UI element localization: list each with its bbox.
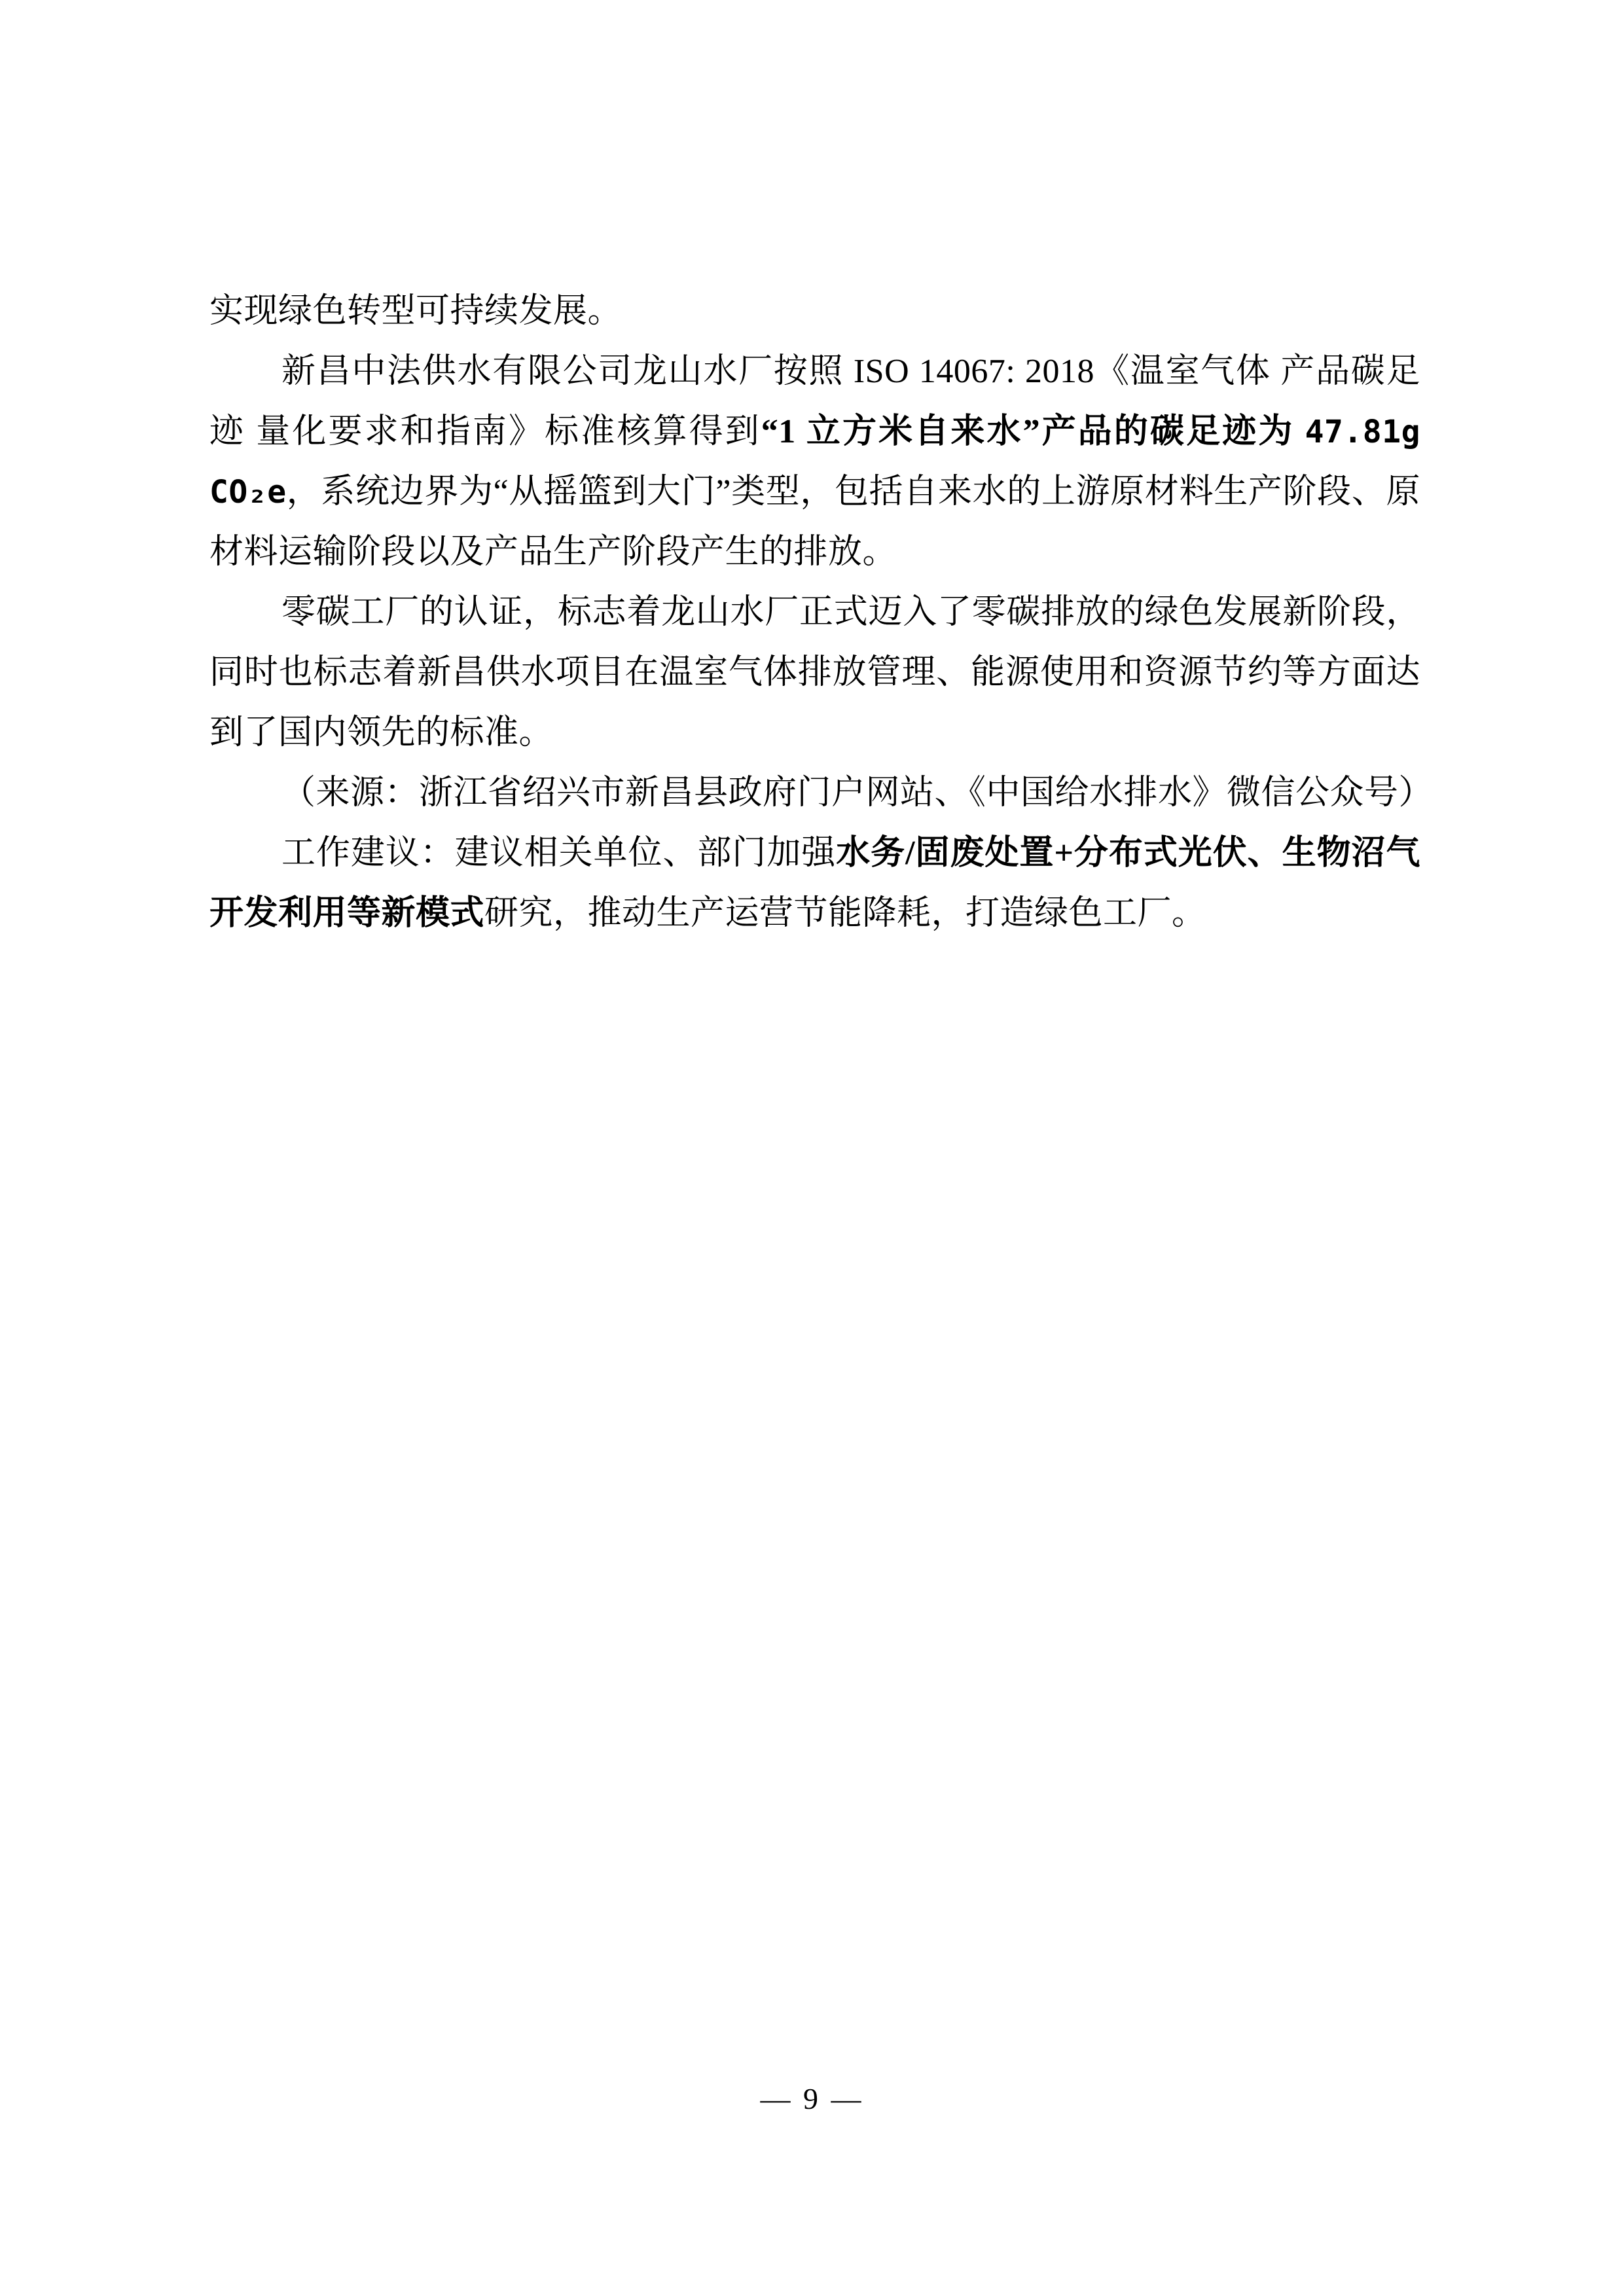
- paragraph-2-segment-3: 《温室气体 产品碳足迹 量化要求和指南》标准核算得到: [209, 353, 1420, 450]
- paragraph-5-segment-1: 工作建议：建议相关单位、部门加强: [281, 834, 837, 872]
- paragraph-2-carbon-value: 47.81g CO₂e: [209, 414, 1420, 511]
- paragraph-5-recommendation: [209, 823, 1420, 944]
- paragraph-5-emphasis: 水务/固废处置+分布式光伏、生物沼气开发利用等新模式: [209, 834, 1420, 932]
- paragraph-2-segment-1: 新昌中法供水有限公司龙山水厂按照: [281, 353, 854, 390]
- paragraph-1: 实现绿色转型可持续发展。: [209, 293, 623, 330]
- paragraph-3: 零碳工厂的认证，标志着龙山水厂正式迈入了零碳排放的绿色发展新阶段，同时也标志着新昌供水项目在温室气体排放管理、能源使用和资源节约等方面达到了国内领先的标准。: [209, 594, 1420, 751]
- paragraph-5-segment-3: 研究，推动生产运营节能降耗，打造绿色工厂。: [484, 895, 1206, 932]
- paragraph-2-product-emphasis: “1 立方米自来水”产品的碳足迹为: [761, 413, 1305, 450]
- paragraph-2-standard-code: ISO 14067: 2018: [853, 353, 1094, 390]
- page-number-footer: — 9 —: [760, 2082, 864, 2115]
- paragraph-2: [209, 342, 1420, 583]
- paragraph-2-segment-5: ，系统边界为“从摇篮到大门”类型，包括自来水的上游原材料生产阶段、原材料运输阶段以及产品生产阶段产生的排放。: [209, 473, 1420, 571]
- document-body: [209, 281, 1434, 944]
- paragraph-4-source: （来源：浙江省绍兴市新昌县政府门户网站、《中国给水排水》微信公众号）: [281, 774, 1434, 812]
